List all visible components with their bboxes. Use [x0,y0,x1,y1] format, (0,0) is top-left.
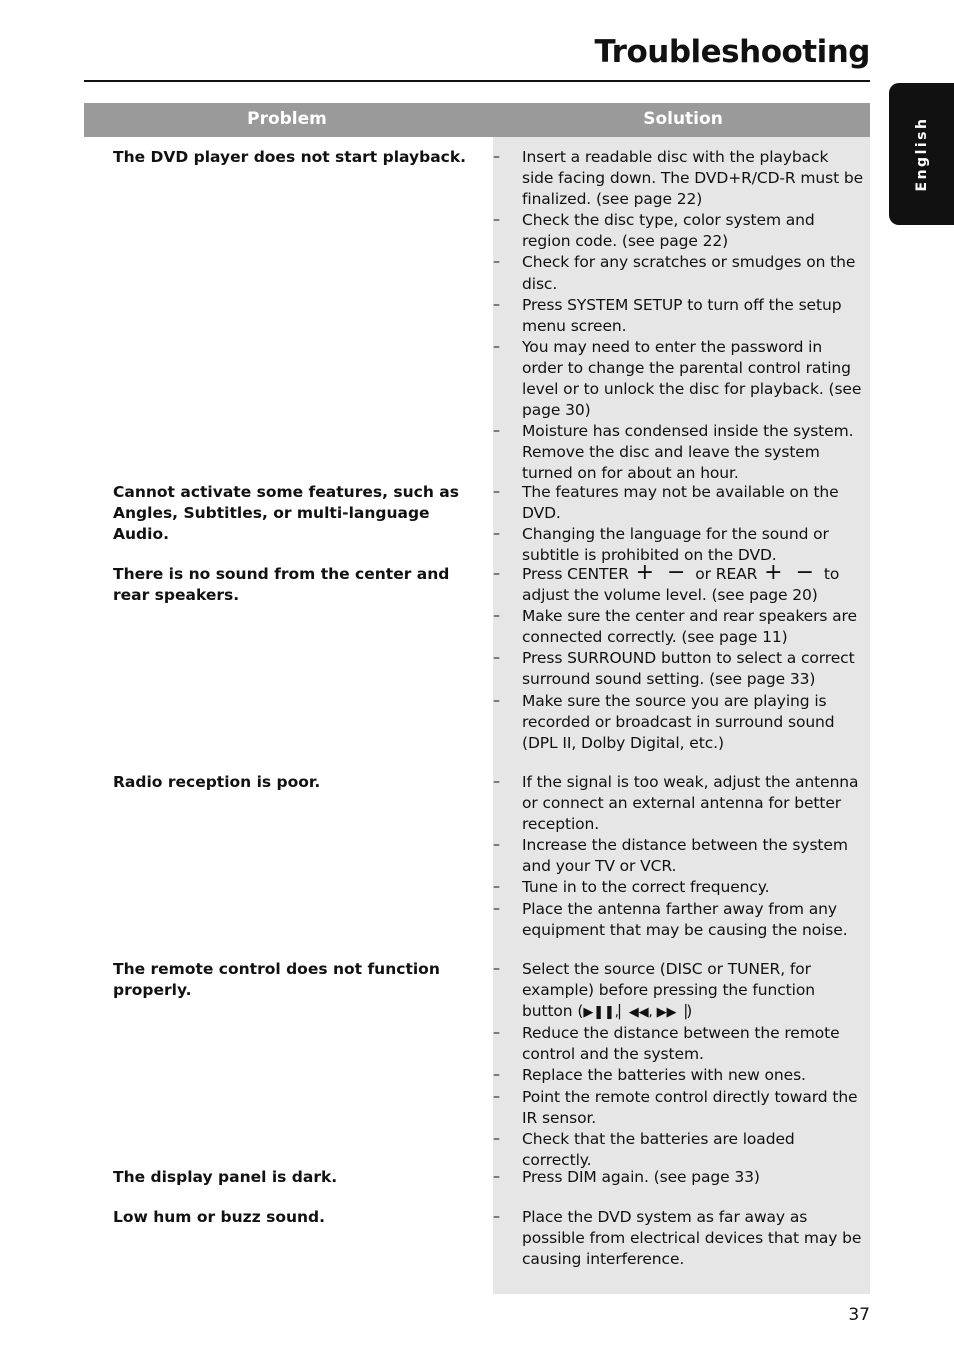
solution-item: – Press CENTER + − or REAR + − to adjust the volume level. (see page 20) [493,560,840,605]
problem-text: The DVD player does not start playback. [113,148,467,166]
solution-item: – Place the DVD system as far away as possible from electrical devices that may be causing interference. [493,1208,862,1269]
solution-item: – Point the remote control directly toward the IR sensor. [493,1087,858,1127]
solution-item: – Reduce the distance between the remote control and the system. [493,1024,840,1064]
solution-item: – Tune in to the correct frequency. [493,878,770,897]
solution-item: – Increase the distance between the system and your TV or VCR. [493,836,848,876]
solution-item: – Check the disc type, color system and region code. (see page 22) [493,211,815,251]
solution-item: – The features may not be available on the DVD. [493,483,839,523]
title-rule [84,80,870,82]
solution-item: – If the signal is too weak, adjust the antenna or connect an external antenna for better reception. [493,773,859,834]
plus-minus-icon: + − [635,560,689,585]
page-number: 37 [848,1305,870,1325]
plus-minus-icon: + − [764,560,818,585]
playback-buttons-icon: ▶❚❚,▏◀◀, ▶▶▕ [583,1005,687,1021]
solution-item: – Moisture has condensed inside the system. Remove the disc and leave the system turned on for about an hour. [493,422,854,483]
problem-text: The display panel is dark. [113,1168,338,1186]
problem-header: Problem [247,109,327,129]
solution-item: – Select the source (DISC or TUNER, for example) before pressing the function button (▶❚❚,▏◀◀, ▶▶▕) [493,960,815,1021]
solution-list [493,772,870,941]
page-title: Troubleshooting [594,34,870,70]
solution-item: – Insert a readable disc with the playback side facing down. The DVD+R/CD-R must be finalized. (see page 22) [493,148,864,209]
solution-item: – Press SYSTEM SETUP to turn off the setup menu screen. [493,295,842,335]
solution-item: – You may need to enter the password in order to change the parental control rating level or to unlock the disc for playback. (see page 30) [493,337,862,420]
problem-text: Low hum or buzz sound. [113,1208,326,1226]
solution-header: Solution [643,109,723,129]
solution-list [493,1167,870,1188]
solution-list [493,959,870,1171]
problem-text: The remote control does not function properly. [113,960,440,999]
problem-text: Radio reception is poor. [113,773,321,791]
problem-text: There is no sound from the center and rear speakers. [113,565,450,604]
language-tab [889,83,954,225]
language-tab-label: English [913,116,930,192]
solution-item: – Changing the language for the sound or subtitle is prohibited on the DVD. [493,525,829,565]
solution-list [493,482,870,566]
problem-text: Cannot activate some features, such as Angles, Subtitles, or multi-language Audio. [113,483,459,543]
solution-list [493,560,870,754]
solution-item: – Make sure the center and rear speakers are connected correctly. (see page 11) [493,607,857,647]
solution-list [493,1207,870,1270]
solution-item: – Place the antenna farther away from any equipment that may be causing the noise. [493,899,848,939]
solution-item: – Replace the batteries with new ones. [493,1066,806,1085]
solution-list [493,147,870,485]
solution-item: – Check for any scratches or smudges on the disc. [493,253,856,293]
solution-item: – Check that the batteries are loaded correctly. [493,1129,795,1169]
solution-item: – Press DIM again. (see page 33) [493,1168,760,1186]
table-header [84,103,870,137]
solution-item: – Press SURROUND button to select a correct surround sound setting. (see page 33) [493,649,855,689]
solution-item: – Make sure the source you are playing is recorded or broadcast in surround sound (DPL II, Dolby Digital, etc.) [493,691,835,752]
